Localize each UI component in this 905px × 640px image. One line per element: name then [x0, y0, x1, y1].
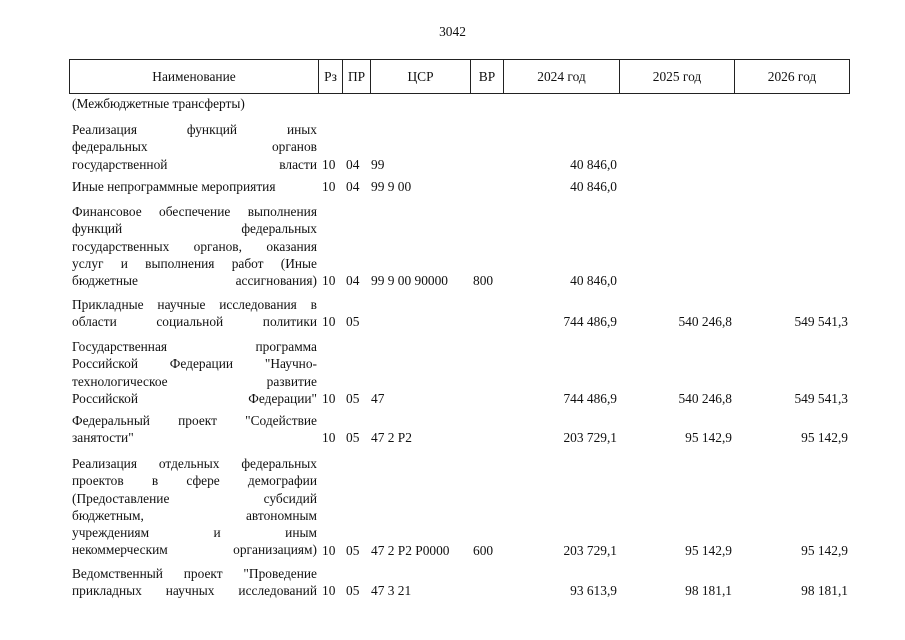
- cell-y2024: 93 613,9: [570, 583, 617, 599]
- cell-y2024: 744 486,9: [563, 390, 617, 406]
- cell-pr: 04: [346, 273, 360, 289]
- cell-csr: 99 9 00: [371, 179, 412, 194]
- cell-y2024: 203 729,1: [563, 430, 617, 446]
- row-name-line: функций федеральных: [72, 221, 317, 237]
- row-name-line: (Предоставление субсидий: [72, 490, 317, 506]
- cell-rz: 10: [322, 179, 336, 194]
- cell-rz: 10: [322, 390, 336, 406]
- row-name-line: (Межбюджетные трансферты): [72, 96, 245, 111]
- row-name-line: государственной власти: [72, 156, 317, 172]
- cell-rz: 10: [322, 273, 336, 289]
- column-header-name: Наименование: [152, 68, 236, 84]
- cell-pr: 05: [346, 583, 360, 599]
- row-name-line: Финансовое обеспечение выполнения: [72, 204, 317, 219]
- cell-csr: 47 2 Р2: [371, 430, 412, 446]
- cell-y2025: 98 181,1: [685, 583, 732, 599]
- column-header-2026: 2026 год: [734, 60, 849, 93]
- cell-y2026: 98 181,1: [801, 583, 848, 599]
- row-name: [72, 338, 317, 407]
- cell-y2026: 549 541,3: [794, 390, 848, 406]
- column-header-rz: Рз: [318, 60, 342, 93]
- cell-y2024: 40 846,0: [570, 179, 617, 194]
- cell-rz: 10: [322, 430, 336, 446]
- row-name-line: учреждениям и иным: [72, 525, 317, 541]
- row-name-line: Ведомственный проект "Проведение: [72, 566, 317, 581]
- row-name-line: Иные непрограммные мероприятия: [72, 179, 276, 194]
- cell-y2025: 95 142,9: [685, 542, 732, 558]
- row-name: [72, 455, 317, 559]
- cell-pr: 05: [346, 390, 360, 406]
- row-name-line: проектов в сфере демографии: [72, 473, 317, 489]
- cell-vr: 800: [473, 273, 494, 289]
- cell-y2026: 95 142,9: [801, 430, 848, 446]
- row-name-line: бюджетным, автономным: [72, 507, 317, 523]
- cell-y2025: 540 246,8: [678, 390, 732, 406]
- cell-y2026: 95 142,9: [801, 542, 848, 558]
- row-name-line: Российской Федерации": [72, 390, 317, 406]
- cell-csr: 47: [371, 390, 385, 406]
- cell-rz: 10: [322, 583, 336, 599]
- cell-y2024: 203 729,1: [563, 542, 617, 558]
- row-name-line: занятости": [72, 430, 134, 446]
- cell-y2025: 540 246,8: [678, 314, 732, 330]
- cell-csr: 99: [371, 156, 385, 172]
- cell-csr: 47 2 Р2 Р0000: [371, 542, 450, 558]
- row-name-line: государственных органов, оказания: [72, 238, 317, 254]
- cell-rz: 10: [322, 542, 336, 558]
- row-name-line: Государственная программа: [72, 339, 317, 354]
- row-name-line: Прикладные научные исследования в: [72, 297, 317, 312]
- page-number: 3042: [439, 24, 466, 39]
- row-name-line: федеральных органов: [72, 139, 317, 155]
- row-name-line: Реализация отдельных федеральных: [72, 456, 317, 471]
- column-header-2024: 2024 год: [503, 60, 619, 93]
- row-name-line: Российской Федерации "Научно-: [72, 356, 317, 372]
- row-name-line: некоммерческим организациям): [72, 542, 317, 558]
- column-header-pr: ПР: [342, 60, 370, 93]
- cell-csr: 99 9 00 90000: [371, 273, 448, 289]
- cell-y2026: 549 541,3: [794, 314, 848, 330]
- cell-csr: 47 3 21: [371, 583, 412, 599]
- column-header-2025: 2025 год: [619, 60, 734, 93]
- row-name-line: бюджетные ассигнования): [72, 273, 317, 289]
- row-name-line: Федеральный проект "Содействие: [72, 413, 317, 428]
- cell-rz: 10: [322, 314, 336, 330]
- row-name: [72, 412, 317, 447]
- cell-y2024: 40 846,0: [570, 156, 617, 172]
- cell-vr: 600: [473, 542, 494, 558]
- cell-pr: 05: [346, 314, 360, 330]
- row-name-line: прикладных научных исследований: [72, 583, 317, 599]
- cell-pr: 04: [346, 179, 360, 194]
- row-name: [72, 121, 317, 173]
- column-header-vr: ВР: [470, 60, 503, 93]
- cell-y2025: 95 142,9: [685, 430, 732, 446]
- cell-pr: 05: [346, 430, 360, 446]
- row-name-line: области социальной политики: [72, 314, 317, 330]
- cell-rz: 10: [322, 156, 336, 172]
- cell-pr: 04: [346, 156, 360, 172]
- row-name-line: технологическое развитие: [72, 373, 317, 389]
- row-name: [72, 95, 317, 112]
- row-name: [72, 203, 317, 289]
- row-name: [72, 296, 317, 331]
- row-name-line: услуг и выполнения работ (Иные: [72, 255, 317, 271]
- row-name: [72, 565, 317, 600]
- cell-pr: 05: [346, 542, 360, 558]
- cell-y2024: 40 846,0: [570, 273, 617, 289]
- table-header: [69, 59, 850, 94]
- cell-y2024: 744 486,9: [563, 314, 617, 330]
- column-header-csr: ЦСР: [370, 60, 470, 93]
- row-name-line: Реализация функций иных: [72, 122, 317, 137]
- row-name: [72, 178, 317, 195]
